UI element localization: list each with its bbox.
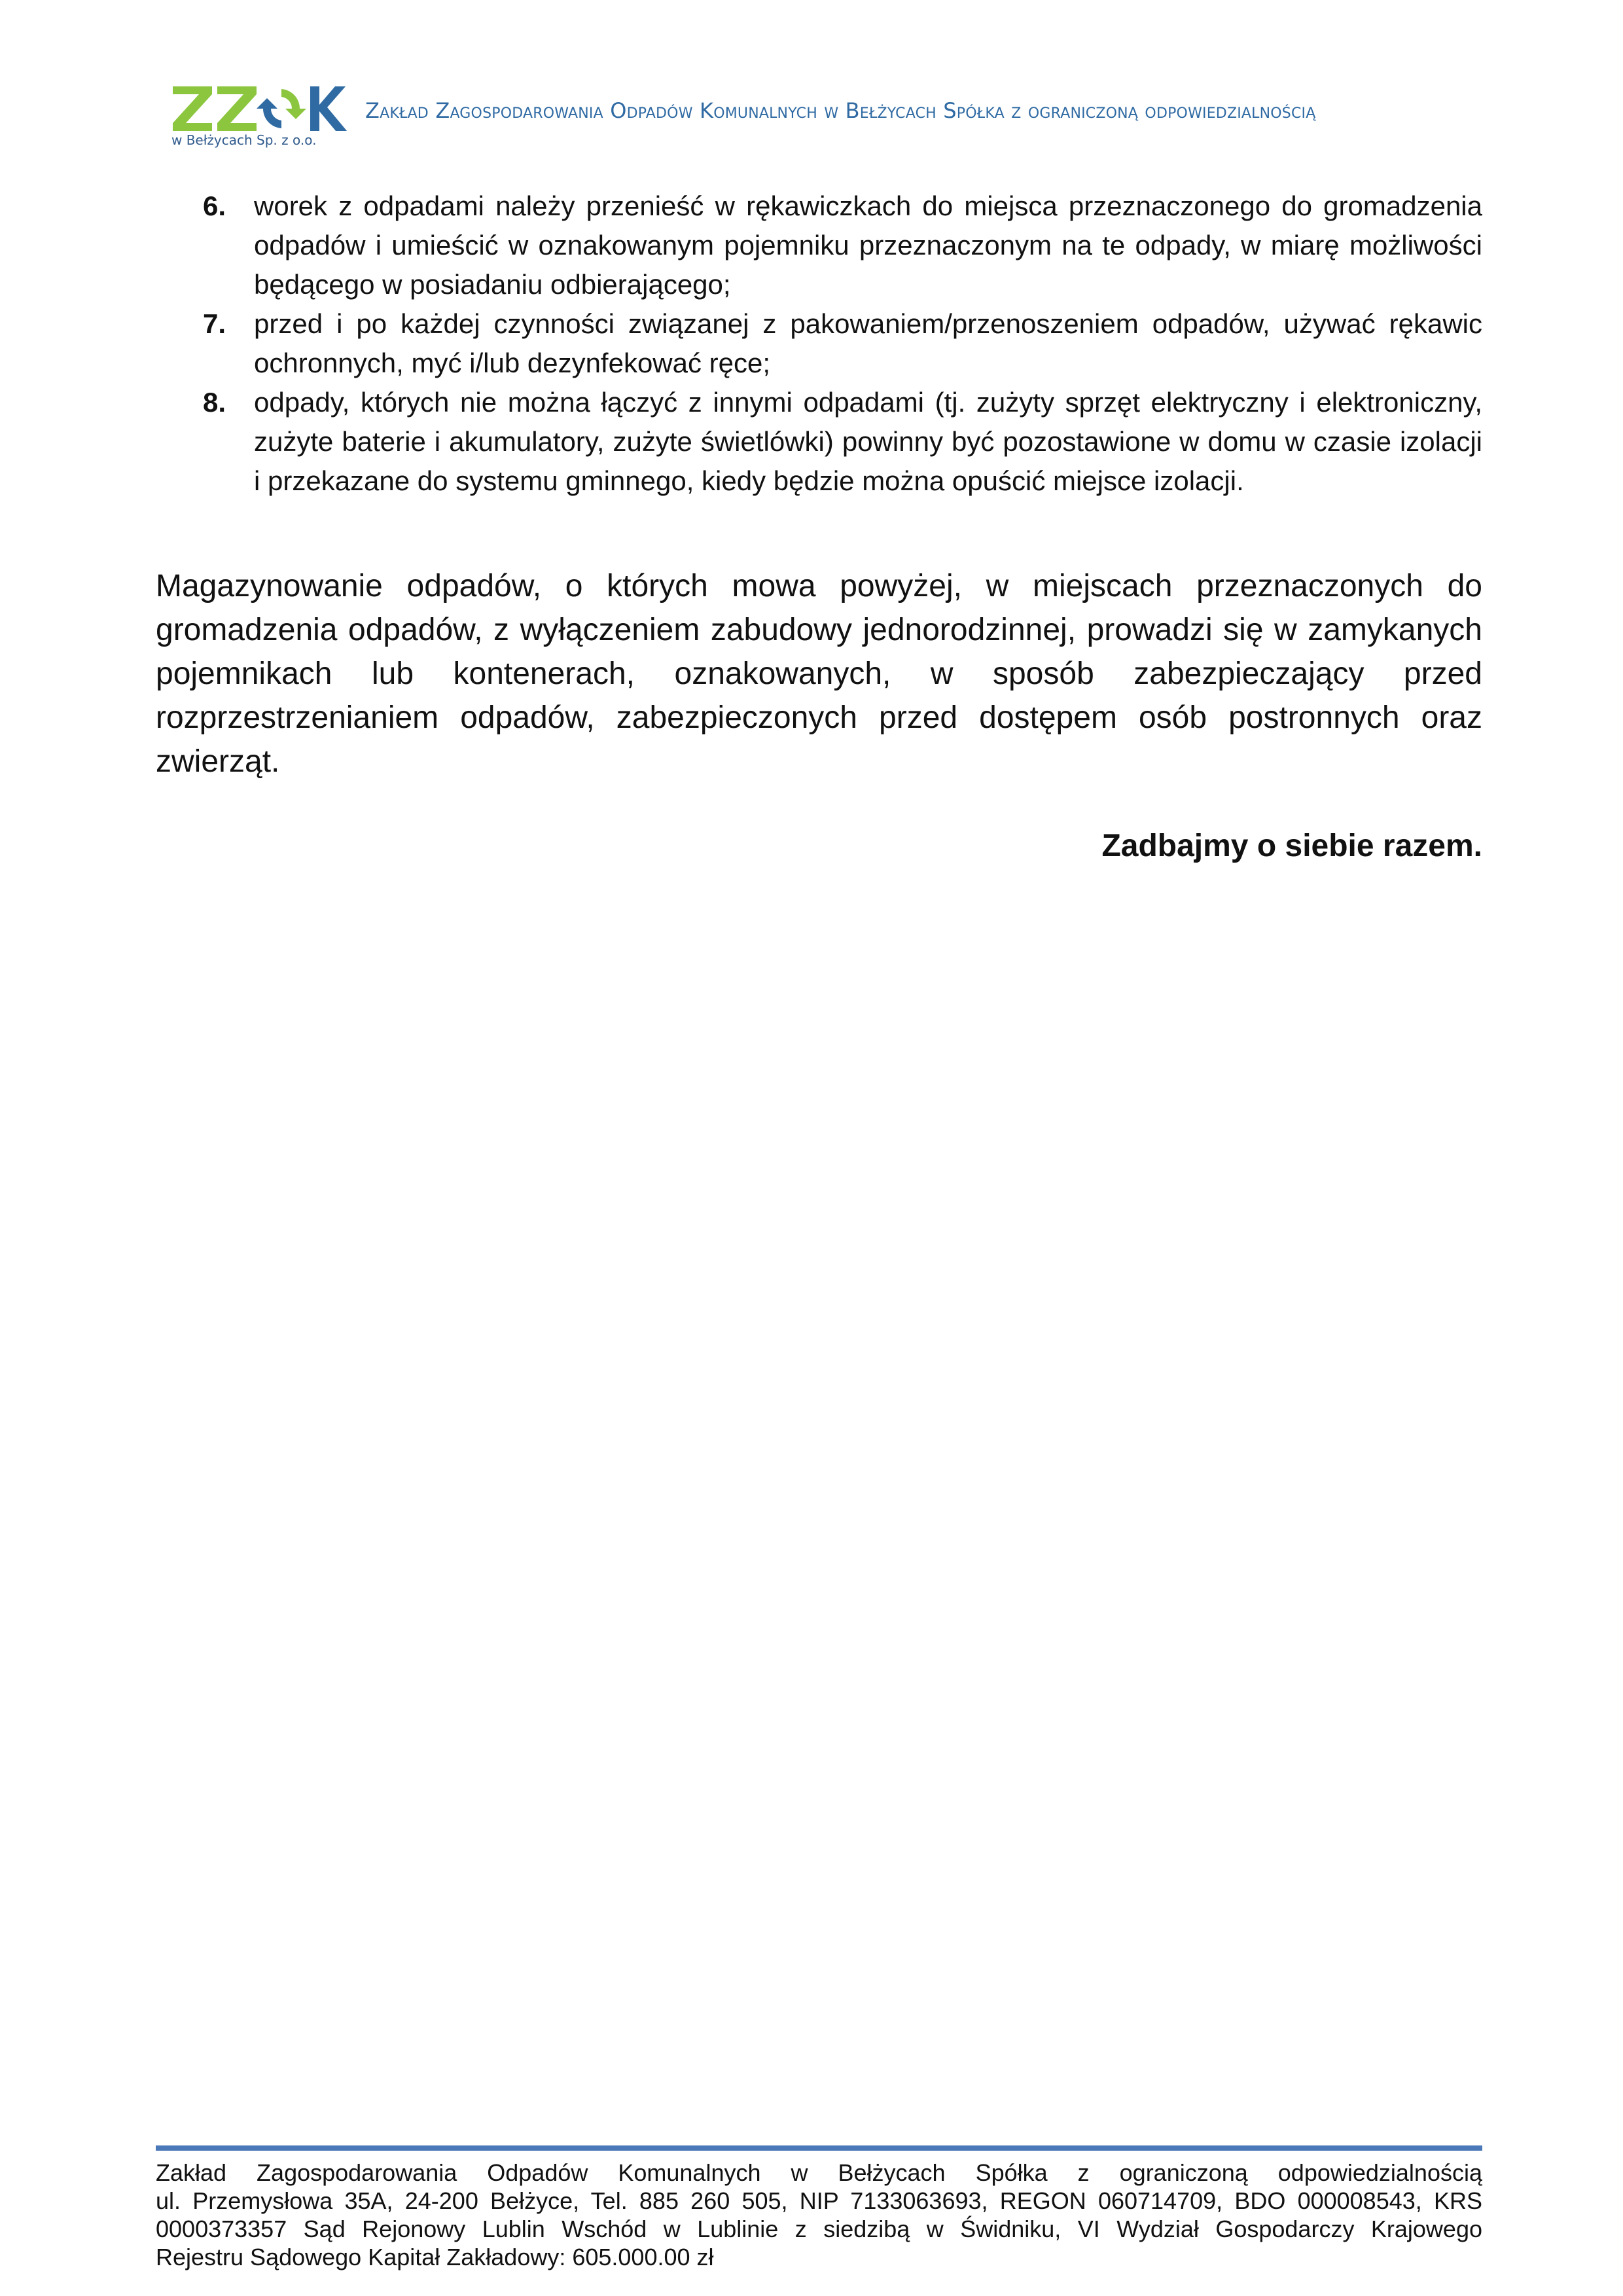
- list-item: [203, 304, 1482, 383]
- footer-line-company: Zakład Zagospodarowania Odpadów Komunalnych w Bełżycach Spółka z ograniczoną odpowiedzialnością: [156, 2159, 1482, 2186]
- list-item-number: 8.: [203, 387, 226, 418]
- logo-subtitle: w Bełżycach Sp. z o.o.: [171, 132, 317, 148]
- footer-line-capital: Rejestru Sądowego Kapitał Zakładowy: 605.000.00 zł: [156, 2244, 714, 2270]
- header-company-title: Zakład Zagospodarowania Odpadów Komunalnych w Bełżycach Spółka z ograniczoną odpowiedzialnością: [365, 98, 1316, 123]
- zzok-logo-graphic: [171, 84, 348, 136]
- closing-slogan: Zadbajmy o siebie razem.: [1101, 829, 1482, 863]
- list-item: [203, 187, 1482, 304]
- footer-line-court: 0000373357 Sąd Rejonowy Lublin Wschód w Lublinie z siedzibą w Świdniku, VI Wydział Gospodarczy Krajowego: [156, 2215, 1482, 2242]
- list-item: [203, 383, 1482, 501]
- instruction-list: [203, 187, 1482, 501]
- footer-line-address: ul. Przemysłowa 35A, 24-200 Bełżyce, Tel. 885 260 505, NIP 7133063693, REGON 060714709, BDO 000008543, KRS: [156, 2187, 1482, 2214]
- list-item-text: worek z odpadami należy przenieść w rękawiczkach do miejsca przeznaczonego do gromadzenia odpadów i umieścić w oznakowanym pojemniku przeznaczonym na te odpady, w miarę możliwości będącego w posiadaniu odbierającego;: [254, 190, 1482, 300]
- footer: [156, 2159, 1482, 2271]
- list-item-number: 7.: [203, 308, 226, 339]
- list-item-text: odpady, których nie można łączyć z innymi odpadami (tj. zużyty sprzęt elektryczny i elektroniczny, zużyte baterie i akumulatory, zużyte świetlówki) powinny być pozostawione w domu w czasie izolacji i przekazane do systemu gminnego, kiedy będzie można opuścić miejsce izolacji.: [254, 387, 1482, 496]
- storage-paragraph: Magazynowanie odpadów, o których mowa powyżej, w miejscach przeznaczonych do gromadzenia odpadów, z wyłączeniem zabudowy jednorodzinnej, prowadzi się w zamykanych pojemnikach lub kontenerach, oznakowanych, w sposób zabezpieczający przed rozprzestrzenianiem odpadów, zabezpieczonych przed dostępem osób postronnych oraz zwierząt.: [156, 569, 1482, 779]
- list-item-number: 6.: [203, 190, 226, 221]
- footer-divider: [156, 2145, 1482, 2151]
- list-item-text: przed i po każdej czynności związanej z pakowaniem/przenoszeniem odpadów, używać rękawic ochronnych, myć i/lub dezynfekować ręce;: [254, 308, 1482, 378]
